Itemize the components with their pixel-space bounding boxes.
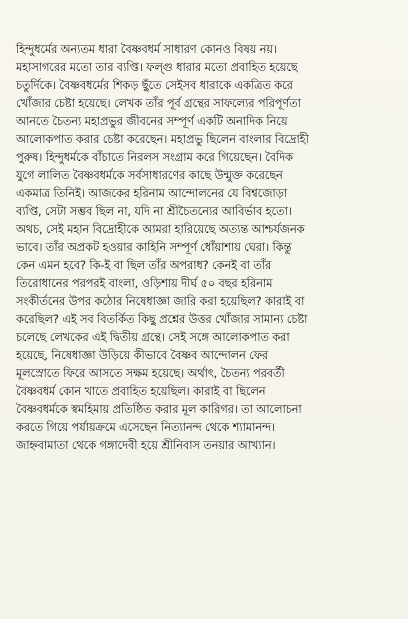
blurb-line: চলেছে লেখকের এই দ্বিতীয় গ্রন্থে। সেই সঙ্গে আলোকপাত করা [16,330,290,344]
blurb-line: জাহ্নবামাতা থেকে গঙ্গাদেবী হয়ে শ্রীনিবাস তনয়ার আখ্যান। [16,438,276,452]
blurb-paragraph [16,40,400,454]
blurb-line: আনতে চৈতন্য মহাপ্রভুর জীবনের সম্পূর্ণ একটি অনাদিক নিয়ে [16,114,288,128]
blurb-line: হিন্দুধর্মের অন্যতম ধারা বৈষ্ণবধর্ম সাধারণ কোনও বিষয় নয়। [16,42,277,56]
blurb-line: পুরুষ। হিন্দুধর্মকে বাঁচাতে নিরলস সংগ্রাম করে গিয়েছেন। বৈদিক [16,150,293,164]
blurb-line: বৈষ্ণবধর্ম কোন খাতে প্রবাহিত হয়েছিল। কারাই বা ছিলেন [16,384,266,398]
blurb-line: আলোকপাত করার চেষ্টা করেছেন। মহাপ্রভু ছিলেন বাংলার বিদ্রোহী [16,132,309,146]
blurb-line: করেছিল? এই সব বিতর্কিত কিছু প্রশ্নের উত্তর খোঁজার সামান্য চেষ্টা [16,312,308,326]
blurb-line: করতে গিয়ে পর্যায়ক্রমে এসেছেন নিত্যানন্দ থেকে শ্যামানন্দ। [16,420,275,434]
blurb-line: কেন এমন হবে? কি-ই বা ছিল তাঁর অপরাধ? কেনই বা তাঁর [16,258,272,272]
blurb-line: চতুর্দিকে। বৈষ্ণবধর্মের শিকড় ছুঁতে সেইসব ধারাকে একত্রিত করে [16,78,293,92]
blurb-line: হয়েছে, নিষেধাজ্ঞা উড়িয়ে কীভাবে বৈষ্ণব আন্দোলন ফের [16,348,269,362]
blurb-line: মহাসাগরের মতো তার ব্যপ্তি। ফল্গু ধারার মতো প্রবাহিত হয়েছে [16,60,298,74]
blurb-line: একমাত্র তিনিই। আজকের হরিনাম আন্দোলনের যে বিশ্বজোড়া [16,186,287,200]
blurb-line: বৈষ্ণবধর্মকে স্বমহিমায় প্রতিষ্ঠিত করার মূল কারিগর। তা আলোচনা [16,402,302,416]
blurb-line: মূলস্রোতে ফিরে আসতে সক্ষম হয়েছে। অর্থাৎ, চৈতন্য পরবর্তী [16,366,285,380]
blurb-line: তিরোধানের পরপরই বাংলা, ওড়িশায় দীর্ঘ ৫০ বছর হরিনাম [16,276,273,290]
blurb-line: ব্যপ্তি, সেটা সম্ভব ছিল না, যদি না শ্রীচৈতন্যের আবির্ভাব হতো। [16,204,292,218]
blurb-line: ভাবে। তাঁর অপ্রকট হওয়ার কাহিনি সম্পূর্ণ ধোঁয়াশায় ঘেরা। কিন্তু [16,240,292,254]
blurb-line: সংকীর্তনের উপর কঠোর নিষেধাজ্ঞা জারি করা হয়েছিল? কারাই বা [16,294,305,308]
blurb-line: খোঁজার চেষ্টা হয়েছে। লেখক তাঁর পূর্ব গ্রন্থের সাফল্যের পরিপূর্ণতা [16,96,301,110]
blurb-line: যুগে লালিত বৈষ্ণবধর্মকে সর্বসাধারণের কাছে উন্মুক্ত করেছেন [16,168,283,182]
blurb-line: অথচ, সেই মহান বিদ্রোহীকে আমরা হারিয়েছে অত্যন্ত আশ্চর্যজনক [16,222,305,236]
